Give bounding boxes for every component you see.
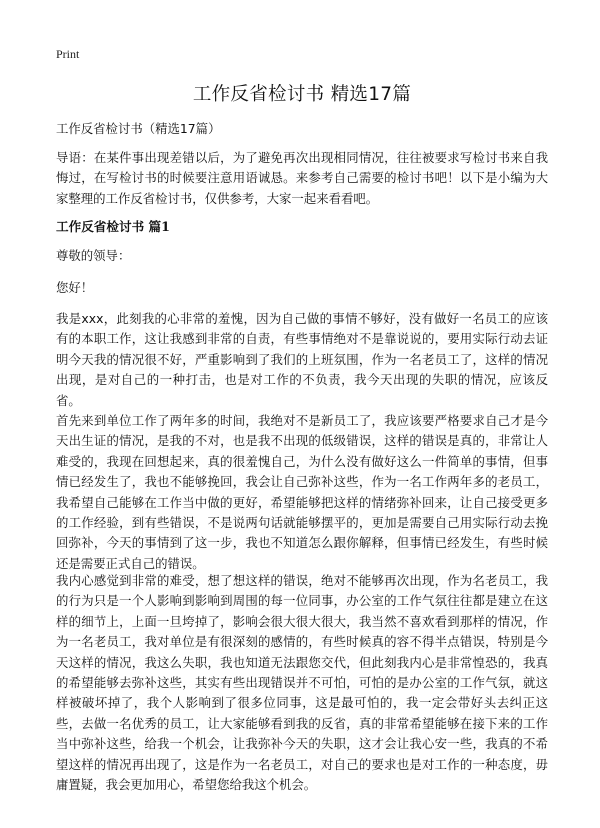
document-subtitle: 工作反省检讨书（精选17篇） bbox=[56, 121, 221, 136]
section-heading: 工作反省检讨书 篇1 bbox=[56, 219, 170, 234]
print-link[interactable]: Print bbox=[56, 47, 80, 61]
intro-paragraph: 导语：在某件事出现差错以后，为了避免再次出现相同情况，往往被要求写检讨书来自我悔过，在写检讨书的时候要注意用语诚恳。来参考自己需要的检讨书吧！以下是小编为大家整理的工作反省检讨书，仅供参考，大家一起来看看吧。 bbox=[56, 150, 548, 206]
body-paragraph-3: 我内心感觉到非常的难受，想了想这样的错误，绝对不能够再次出现，作为名老员工，我的行为只是一个人影响到影响到周围的每一位同事，办公室的工作气氛往往都是建立在这样的细节上，上面一旦垮掉了，影响会很大很大很大，我当然不喜欢看到那样的情况，作为一名老员工，我对单位是有很深刻的感情的，有些时候真的容不得半点错误，特别是今天这样的情况，我这么失职，我也知道无法跟您交代，但此刻我内心是非常惶恐的，我真的希望能够去弥补这些，其实有些出现错误并不可怕，可怕的是办公室的工作气氛，就这样被破坏掉了，我个人影响到了很多位同事，这是最可怕的，我一定会带好头去纠正这些，去做一名优秀的员工，让大家能够看到我的反省，真的非常希望能够在接下来的工作当中弥补这些，给我一个机会，让我弥补今天的失职，这才会让我心安一些，我真的不希望这样的情况再出现了，这是作为一名老员工，对自己的要求也是对工作的一种态度，毋庸置疑，我会更加用心，希望您给我这个机会。 bbox=[56, 573, 548, 793]
body-paragraph-1: 我是xxx，此刻我的心非常的羞愧，因为自己做的事情不够好，没有做好一名员工的应该有的本职工作，这让我感到非常的自责，有些事情绝对不是靠说说的，要用实际行动去证明今天我的情况很不好，严重影响到了我们的上班氛围，作为一名老员工了，这样的情况出现，是对自己的一种打击，也是对工作的不负责，我今天出现的失职的情况，应该反省。 bbox=[56, 311, 548, 408]
salutation: 尊敬的领导： bbox=[56, 248, 131, 263]
body-paragraph-2: 首先来到单位工作了两年多的时间，我绝对不是新员工了，我应该要严格要求自己才是今天出生证的情况，是我的不对，也是我不出现的低级错误，这样的错误是真的，非常让人难受的，我现在回想起来，真的很羞愧自己，为什么没有做好这么一件简单的事情，但事情已经发生了，我也不能够挽回，我会让自己弥补这些，作为一名工作两年多的老员工，我希望自己能够在工作当中做的更好，希望能够把这样的情绪弥补回来，让自己接受更多的工作经验，到有些错误，不是说两句话就能够摆平的，更加是需要自己用实际行动去挽回弥补，今天的事情到了这一步，我也不知道怎么跟你解释，但事情已经发生，有些时候还是需要正式自己的错误。 bbox=[56, 413, 548, 571]
document-title: 工作反省检讨书 精选17篇 bbox=[192, 84, 412, 105]
greeting: 您好！ bbox=[56, 280, 94, 295]
